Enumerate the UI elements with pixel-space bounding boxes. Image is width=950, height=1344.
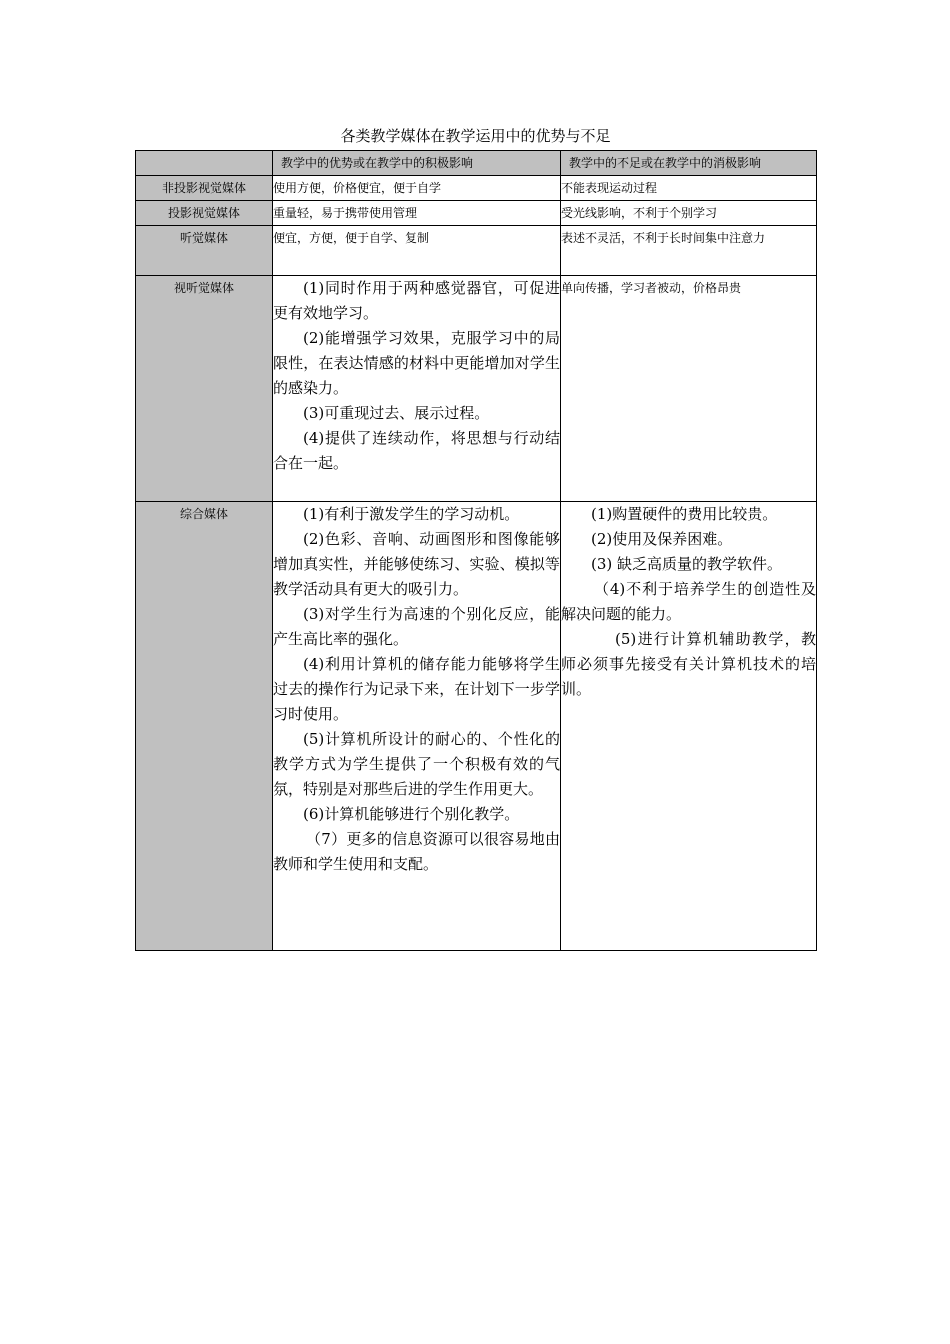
- table-row: [136, 201, 817, 226]
- row-label: 投影视觉媒体: [136, 201, 273, 226]
- list-item: （4)不利于培养学生的创造性及解决问题的能力。: [561, 580, 816, 623]
- disadvantage-cell: 单向传播，学习者被动，价格昂贵: [561, 276, 817, 502]
- list-item: (1)购置硬件的费用比较贵。: [591, 505, 778, 523]
- advantage-cell: 重量轻，易于携带使用管理: [273, 201, 561, 226]
- list-item: (3)对学生行为高速的个别化反应，能产生高比率的强化。: [273, 605, 560, 648]
- table-row: [136, 226, 817, 276]
- table-row: [136, 176, 817, 201]
- list-item: (4)利用计算机的储存能力能够将学生过去的操作行为记录下来，在计划下一步学习时使用。: [273, 655, 560, 723]
- document-title: 各类教学媒体在教学运用中的优势与不足: [340, 127, 611, 145]
- advantage-cell: [273, 502, 561, 951]
- list-item: (3)可重现过去、展示过程。: [303, 404, 490, 422]
- row-label: 视听觉媒体: [136, 276, 273, 502]
- row-label: 非投影视觉媒体: [136, 176, 273, 201]
- list-item: (5)进行计算机辅助教学，教师必须事先接受有关计算机技术的培训。: [561, 630, 816, 698]
- list-item: (6)计算机能够进行个别化教学。: [303, 805, 520, 823]
- list-item: (2)能增强学习效果，克服学习中的局限性，在表达情感的材料中更能增加对学生的感染力。: [273, 329, 560, 397]
- header-advantage: 教学中的优势或在教学中的积极影响: [273, 151, 561, 176]
- advantage-cell: [273, 276, 561, 502]
- table-header-row: [136, 151, 817, 176]
- list-item: (1)同时作用于两种感觉器官，可促进更有效地学习。: [273, 279, 560, 322]
- row-label: 综合媒体: [136, 502, 273, 951]
- advantage-cell: 使用方便，价格便宜，便于自学: [273, 176, 561, 201]
- header-corner-cell: [136, 151, 273, 176]
- list-item: (2)使用及保养困难。: [591, 530, 733, 548]
- list-item: (4)提供了连续动作，将思想与行动结合在一起。: [273, 429, 560, 472]
- advantage-cell: 便宜，方便，便于自学、复制: [273, 226, 561, 276]
- disadvantage-cell: 不能表现运动过程: [561, 176, 817, 201]
- header-disadvantage: 教学中的不足或在教学中的消极影响: [561, 151, 817, 176]
- table-row: [136, 276, 817, 502]
- row-label: 听觉媒体: [136, 226, 273, 276]
- list-item: (5)计算机所设计的耐心的、个性化的教学方式为学生提供了一个积极有效的气氛，特别是对那些后进的学生作用更大。: [273, 730, 560, 798]
- list-item: (1)有利于激发学生的学习动机。: [303, 505, 520, 523]
- disadvantage-cell: 表述不灵活，不利于长时间集中注意力: [561, 226, 817, 276]
- list-item: (2)色彩、音响、动画图形和图像能够增加真实性，并能够使练习、实验、模拟等教学活动具有更大的吸引力。: [273, 530, 560, 598]
- table-row: [136, 502, 817, 951]
- list-item: （7）更多的信息资源可以很容易地由教师和学生使用和支配。: [273, 830, 560, 873]
- disadvantage-cell: 受光线影响，不利于个别学习: [561, 201, 817, 226]
- disadvantage-cell: [561, 502, 817, 951]
- list-item: (3) 缺乏高质量的教学软件。: [591, 555, 783, 573]
- media-comparison-table: [135, 150, 817, 951]
